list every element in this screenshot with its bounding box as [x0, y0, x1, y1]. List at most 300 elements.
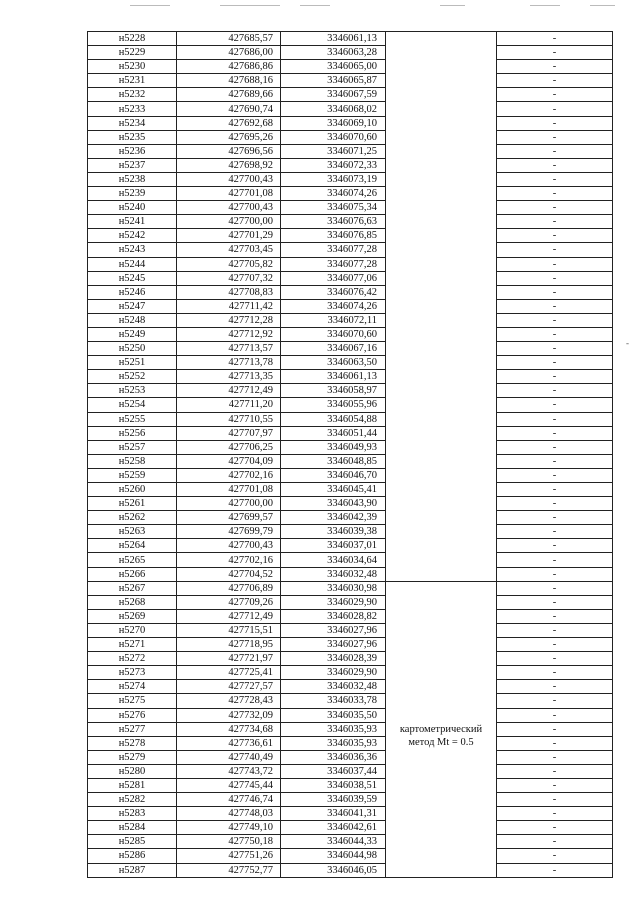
dash-cell: -	[497, 229, 613, 243]
y-coordinate-cell: 3346075,34	[281, 201, 386, 215]
dash-cell: -	[497, 793, 613, 807]
x-coordinate-cell: 427712,49	[177, 609, 281, 623]
x-coordinate-cell: 427700,43	[177, 201, 281, 215]
dash-cell: -	[497, 821, 613, 835]
point-id-cell: н5252	[88, 370, 177, 384]
x-coordinate-cell: 427706,89	[177, 581, 281, 595]
y-coordinate-cell: 3346076,42	[281, 285, 386, 299]
y-coordinate-cell: 3346042,61	[281, 821, 386, 835]
y-coordinate-cell: 3346039,38	[281, 525, 386, 539]
x-coordinate-cell: 427752,77	[177, 863, 281, 877]
y-coordinate-cell: 3346070,60	[281, 130, 386, 144]
point-id-cell: н5278	[88, 736, 177, 750]
y-coordinate-cell: 3346043,90	[281, 497, 386, 511]
table-row	[88, 172, 613, 186]
table-row	[88, 764, 613, 778]
dash-cell: -	[497, 835, 613, 849]
point-id-cell: н5259	[88, 468, 177, 482]
x-coordinate-cell: 427734,68	[177, 722, 281, 736]
point-id-cell: н5275	[88, 694, 177, 708]
dash-cell: -	[497, 623, 613, 637]
x-coordinate-cell: 427700,00	[177, 215, 281, 229]
y-coordinate-cell: 3346072,11	[281, 313, 386, 327]
table-row	[88, 638, 613, 652]
dash-cell: -	[497, 299, 613, 313]
table-row	[88, 356, 613, 370]
dash-cell: -	[497, 468, 613, 482]
dash-cell: -	[497, 708, 613, 722]
x-coordinate-cell: 427725,41	[177, 666, 281, 680]
x-coordinate-cell: 427715,51	[177, 623, 281, 637]
page-margin-mark: -	[626, 338, 629, 348]
x-coordinate-cell: 427736,61	[177, 736, 281, 750]
y-coordinate-cell: 3346048,85	[281, 454, 386, 468]
table-row	[88, 229, 613, 243]
x-coordinate-cell: 427746,74	[177, 793, 281, 807]
table-row	[88, 680, 613, 694]
y-coordinate-cell: 3346033,78	[281, 694, 386, 708]
y-coordinate-cell: 3346044,33	[281, 835, 386, 849]
coordinates-table	[87, 31, 613, 878]
x-coordinate-cell: 427727,57	[177, 680, 281, 694]
dash-cell: -	[497, 694, 613, 708]
x-coordinate-cell: 427713,35	[177, 370, 281, 384]
x-coordinate-cell: 427695,26	[177, 130, 281, 144]
y-coordinate-cell: 3346067,59	[281, 88, 386, 102]
dash-cell: -	[497, 116, 613, 130]
x-coordinate-cell: 427689,66	[177, 88, 281, 102]
point-id-cell: н5254	[88, 398, 177, 412]
dash-cell: -	[497, 511, 613, 525]
y-coordinate-cell: 3346077,28	[281, 257, 386, 271]
y-coordinate-cell: 3346035,93	[281, 736, 386, 750]
table-row	[88, 581, 613, 595]
table-row	[88, 384, 613, 398]
table-row	[88, 74, 613, 88]
x-coordinate-cell: 427702,16	[177, 468, 281, 482]
x-coordinate-cell: 427699,57	[177, 511, 281, 525]
dash-cell: -	[497, 74, 613, 88]
point-id-cell: н5274	[88, 680, 177, 694]
point-id-cell: н5279	[88, 750, 177, 764]
y-coordinate-cell: 3346074,26	[281, 187, 386, 201]
dash-cell: -	[497, 342, 613, 356]
y-coordinate-cell: 3346038,51	[281, 778, 386, 792]
y-coordinate-cell: 3346032,48	[281, 680, 386, 694]
dash-cell: -	[497, 426, 613, 440]
x-coordinate-cell: 427708,83	[177, 285, 281, 299]
x-coordinate-cell: 427703,45	[177, 243, 281, 257]
table-row	[88, 342, 613, 356]
dash-cell: -	[497, 778, 613, 792]
dash-cell: -	[497, 187, 613, 201]
scan-artifact-top	[0, 2, 640, 10]
x-coordinate-cell: 427712,49	[177, 384, 281, 398]
x-coordinate-cell: 427711,42	[177, 299, 281, 313]
dash-cell: -	[497, 243, 613, 257]
point-id-cell: н5273	[88, 666, 177, 680]
y-coordinate-cell: 3346045,41	[281, 483, 386, 497]
dash-cell: -	[497, 807, 613, 821]
dash-cell: -	[497, 736, 613, 750]
point-id-cell: н5268	[88, 595, 177, 609]
point-id-cell: н5232	[88, 88, 177, 102]
x-coordinate-cell: 427707,97	[177, 426, 281, 440]
table-row	[88, 778, 613, 792]
dash-cell: -	[497, 750, 613, 764]
dash-cell: -	[497, 201, 613, 215]
table-row	[88, 398, 613, 412]
point-id-cell: н5240	[88, 201, 177, 215]
point-id-cell: н5233	[88, 102, 177, 116]
point-id-cell: н5253	[88, 384, 177, 398]
table-row	[88, 483, 613, 497]
table-row	[88, 694, 613, 708]
table-row	[88, 299, 613, 313]
x-coordinate-cell: 427711,20	[177, 398, 281, 412]
dash-cell: -	[497, 638, 613, 652]
y-coordinate-cell: 3346061,13	[281, 370, 386, 384]
x-coordinate-cell: 427700,43	[177, 172, 281, 186]
table-row	[88, 835, 613, 849]
x-coordinate-cell: 427700,00	[177, 497, 281, 511]
dash-cell: -	[497, 32, 613, 46]
y-coordinate-cell: 3346068,02	[281, 102, 386, 116]
dash-cell: -	[497, 652, 613, 666]
point-id-cell: н5266	[88, 567, 177, 581]
y-coordinate-cell: 3346071,25	[281, 144, 386, 158]
dash-cell: -	[497, 849, 613, 863]
point-id-cell: н5231	[88, 74, 177, 88]
x-coordinate-cell: 427700,43	[177, 539, 281, 553]
point-id-cell: н5264	[88, 539, 177, 553]
dash-cell: -	[497, 144, 613, 158]
point-id-cell: н5238	[88, 172, 177, 186]
point-id-cell: н5257	[88, 440, 177, 454]
y-coordinate-cell: 3346074,26	[281, 299, 386, 313]
y-coordinate-cell: 3346044,98	[281, 849, 386, 863]
y-coordinate-cell: 3346076,85	[281, 229, 386, 243]
dash-cell: -	[497, 666, 613, 680]
method-cell-empty	[386, 32, 497, 582]
table-row	[88, 609, 613, 623]
x-coordinate-cell: 427721,97	[177, 652, 281, 666]
point-id-cell: н5243	[88, 243, 177, 257]
table-row	[88, 821, 613, 835]
x-coordinate-cell: 427713,57	[177, 342, 281, 356]
table-row	[88, 750, 613, 764]
x-coordinate-cell: 427701,29	[177, 229, 281, 243]
y-coordinate-cell: 3346055,96	[281, 398, 386, 412]
point-id-cell: н5283	[88, 807, 177, 821]
dash-cell: -	[497, 46, 613, 60]
dash-cell: -	[497, 215, 613, 229]
x-coordinate-cell: 427692,68	[177, 116, 281, 130]
point-id-cell: н5228	[88, 32, 177, 46]
dash-cell: -	[497, 609, 613, 623]
x-coordinate-cell: 427701,08	[177, 483, 281, 497]
point-id-cell: н5255	[88, 412, 177, 426]
dash-cell: -	[497, 863, 613, 877]
point-id-cell: н5242	[88, 229, 177, 243]
table-row	[88, 271, 613, 285]
table-row	[88, 88, 613, 102]
y-coordinate-cell: 3346072,33	[281, 158, 386, 172]
table-row	[88, 144, 613, 158]
table-row	[88, 863, 613, 877]
x-coordinate-cell: 427743,72	[177, 764, 281, 778]
point-id-cell: н5286	[88, 849, 177, 863]
point-id-cell: н5245	[88, 271, 177, 285]
dash-cell: -	[497, 539, 613, 553]
point-id-cell: н5256	[88, 426, 177, 440]
table-row	[88, 158, 613, 172]
dash-cell: -	[497, 764, 613, 778]
y-coordinate-cell: 3346046,05	[281, 863, 386, 877]
point-id-cell: н5270	[88, 623, 177, 637]
dash-cell: -	[497, 483, 613, 497]
x-coordinate-cell: 427751,26	[177, 849, 281, 863]
y-coordinate-cell: 3346077,06	[281, 271, 386, 285]
dash-cell: -	[497, 595, 613, 609]
table-row	[88, 652, 613, 666]
x-coordinate-cell: 427712,92	[177, 327, 281, 341]
dash-cell: -	[497, 172, 613, 186]
point-id-cell: н5269	[88, 609, 177, 623]
dash-cell: -	[497, 356, 613, 370]
table-row	[88, 327, 613, 341]
dash-cell: -	[497, 412, 613, 426]
dash-cell: -	[497, 722, 613, 736]
y-coordinate-cell: 3346073,19	[281, 172, 386, 186]
x-coordinate-cell: 427749,10	[177, 821, 281, 835]
x-coordinate-cell: 427696,56	[177, 144, 281, 158]
table-row	[88, 102, 613, 116]
x-coordinate-cell: 427690,74	[177, 102, 281, 116]
y-coordinate-cell: 3346030,98	[281, 581, 386, 595]
x-coordinate-cell: 427686,86	[177, 60, 281, 74]
table-row	[88, 553, 613, 567]
table-row	[88, 807, 613, 821]
dash-cell: -	[497, 497, 613, 511]
table-row	[88, 215, 613, 229]
table-row	[88, 201, 613, 215]
point-id-cell: н5260	[88, 483, 177, 497]
dash-cell: -	[497, 398, 613, 412]
table-row	[88, 623, 613, 637]
point-id-cell: н5267	[88, 581, 177, 595]
dash-cell: -	[497, 88, 613, 102]
x-coordinate-cell: 427718,95	[177, 638, 281, 652]
point-id-cell: н5276	[88, 708, 177, 722]
y-coordinate-cell: 3346029,90	[281, 666, 386, 680]
y-coordinate-cell: 3346034,64	[281, 553, 386, 567]
y-coordinate-cell: 3346051,44	[281, 426, 386, 440]
point-id-cell: н5287	[88, 863, 177, 877]
table-row	[88, 32, 613, 46]
dash-cell: -	[497, 680, 613, 694]
table-row	[88, 666, 613, 680]
dash-cell: -	[497, 285, 613, 299]
y-coordinate-cell: 3346061,13	[281, 32, 386, 46]
x-coordinate-cell: 427704,09	[177, 454, 281, 468]
y-coordinate-cell: 3346054,88	[281, 412, 386, 426]
table-row	[88, 187, 613, 201]
table-row	[88, 257, 613, 271]
dash-cell: -	[497, 130, 613, 144]
point-id-cell: н5271	[88, 638, 177, 652]
y-coordinate-cell: 3346067,16	[281, 342, 386, 356]
point-id-cell: н5272	[88, 652, 177, 666]
point-id-cell: н5263	[88, 525, 177, 539]
table-row	[88, 567, 613, 581]
table-row	[88, 736, 613, 750]
point-id-cell: н5237	[88, 158, 177, 172]
x-coordinate-cell: 427686,00	[177, 46, 281, 60]
table-row	[88, 243, 613, 257]
dash-cell: -	[497, 158, 613, 172]
point-id-cell: н5241	[88, 215, 177, 229]
dash-cell: -	[497, 567, 613, 581]
point-id-cell: н5251	[88, 356, 177, 370]
x-coordinate-cell: 427704,52	[177, 567, 281, 581]
y-coordinate-cell: 3346042,39	[281, 511, 386, 525]
x-coordinate-cell: 427688,16	[177, 74, 281, 88]
x-coordinate-cell: 427702,16	[177, 553, 281, 567]
dash-cell: -	[497, 257, 613, 271]
x-coordinate-cell: 427740,49	[177, 750, 281, 764]
y-coordinate-cell: 3346046,70	[281, 468, 386, 482]
y-coordinate-cell: 3346041,31	[281, 807, 386, 821]
coordinates-table-body	[88, 32, 613, 878]
table-row	[88, 454, 613, 468]
y-coordinate-cell: 3346035,50	[281, 708, 386, 722]
x-coordinate-cell: 427706,25	[177, 440, 281, 454]
y-coordinate-cell: 3346063,28	[281, 46, 386, 60]
dash-cell: -	[497, 313, 613, 327]
table-row	[88, 285, 613, 299]
dash-cell: -	[497, 102, 613, 116]
point-id-cell: н5250	[88, 342, 177, 356]
y-coordinate-cell: 3346028,39	[281, 652, 386, 666]
y-coordinate-cell: 3346063,50	[281, 356, 386, 370]
table-row	[88, 468, 613, 482]
table-row	[88, 722, 613, 736]
table-row	[88, 46, 613, 60]
x-coordinate-cell: 427701,08	[177, 187, 281, 201]
method-cell	[386, 581, 497, 877]
y-coordinate-cell: 3346069,10	[281, 116, 386, 130]
dash-cell: -	[497, 454, 613, 468]
y-coordinate-cell: 3346065,87	[281, 74, 386, 88]
dash-cell: -	[497, 60, 613, 74]
y-coordinate-cell: 3346027,96	[281, 623, 386, 637]
y-coordinate-cell: 3346037,44	[281, 764, 386, 778]
dash-cell: -	[497, 384, 613, 398]
table-row	[88, 849, 613, 863]
x-coordinate-cell: 427732,09	[177, 708, 281, 722]
y-coordinate-cell: 3346035,93	[281, 722, 386, 736]
x-coordinate-cell: 427698,92	[177, 158, 281, 172]
y-coordinate-cell: 3346029,90	[281, 595, 386, 609]
y-coordinate-cell: 3346036,36	[281, 750, 386, 764]
dash-cell: -	[497, 440, 613, 454]
point-id-cell: н5281	[88, 778, 177, 792]
point-id-cell: н5249	[88, 327, 177, 341]
y-coordinate-cell: 3346028,82	[281, 609, 386, 623]
dash-cell: -	[497, 553, 613, 567]
point-id-cell: н5236	[88, 144, 177, 158]
y-coordinate-cell: 3346049,93	[281, 440, 386, 454]
point-id-cell: н5244	[88, 257, 177, 271]
dash-cell: -	[497, 525, 613, 539]
dash-cell: -	[497, 271, 613, 285]
point-id-cell: н5282	[88, 793, 177, 807]
point-id-cell: н5280	[88, 764, 177, 778]
x-coordinate-cell: 427710,55	[177, 412, 281, 426]
point-id-cell: н5284	[88, 821, 177, 835]
table-row	[88, 708, 613, 722]
x-coordinate-cell: 427745,44	[177, 778, 281, 792]
x-coordinate-cell: 427748,03	[177, 807, 281, 821]
point-id-cell: н5248	[88, 313, 177, 327]
y-coordinate-cell: 3346077,28	[281, 243, 386, 257]
table-row	[88, 116, 613, 130]
x-coordinate-cell: 427709,26	[177, 595, 281, 609]
point-id-cell: н5277	[88, 722, 177, 736]
x-coordinate-cell: 427685,57	[177, 32, 281, 46]
y-coordinate-cell: 3346032,48	[281, 567, 386, 581]
table-row	[88, 426, 613, 440]
table-row	[88, 60, 613, 74]
table-row	[88, 497, 613, 511]
y-coordinate-cell: 3346070,60	[281, 327, 386, 341]
y-coordinate-cell: 3346065,00	[281, 60, 386, 74]
table-row	[88, 440, 613, 454]
x-coordinate-cell: 427713,78	[177, 356, 281, 370]
point-id-cell: н5261	[88, 497, 177, 511]
point-id-cell: н5262	[88, 511, 177, 525]
point-id-cell: н5239	[88, 187, 177, 201]
y-coordinate-cell: 3346039,59	[281, 793, 386, 807]
table-row	[88, 313, 613, 327]
dash-cell: -	[497, 581, 613, 595]
y-coordinate-cell: 3346027,96	[281, 638, 386, 652]
point-id-cell: н5285	[88, 835, 177, 849]
x-coordinate-cell: 427712,28	[177, 313, 281, 327]
y-coordinate-cell: 3346076,63	[281, 215, 386, 229]
table-row	[88, 511, 613, 525]
point-id-cell: н5258	[88, 454, 177, 468]
x-coordinate-cell: 427705,82	[177, 257, 281, 271]
x-coordinate-cell: 427699,79	[177, 525, 281, 539]
y-coordinate-cell: 3346037,01	[281, 539, 386, 553]
method-label: картометрический метод Mt = 0.5	[399, 724, 483, 749]
table-row	[88, 793, 613, 807]
x-coordinate-cell: 427750,18	[177, 835, 281, 849]
table-row	[88, 412, 613, 426]
dash-cell: -	[497, 370, 613, 384]
table-row	[88, 525, 613, 539]
y-coordinate-cell: 3346058,97	[281, 384, 386, 398]
point-id-cell: н5229	[88, 46, 177, 60]
point-id-cell: н5234	[88, 116, 177, 130]
point-id-cell: н5235	[88, 130, 177, 144]
point-id-cell: н5246	[88, 285, 177, 299]
point-id-cell: н5265	[88, 553, 177, 567]
table-row	[88, 595, 613, 609]
point-id-cell: н5247	[88, 299, 177, 313]
